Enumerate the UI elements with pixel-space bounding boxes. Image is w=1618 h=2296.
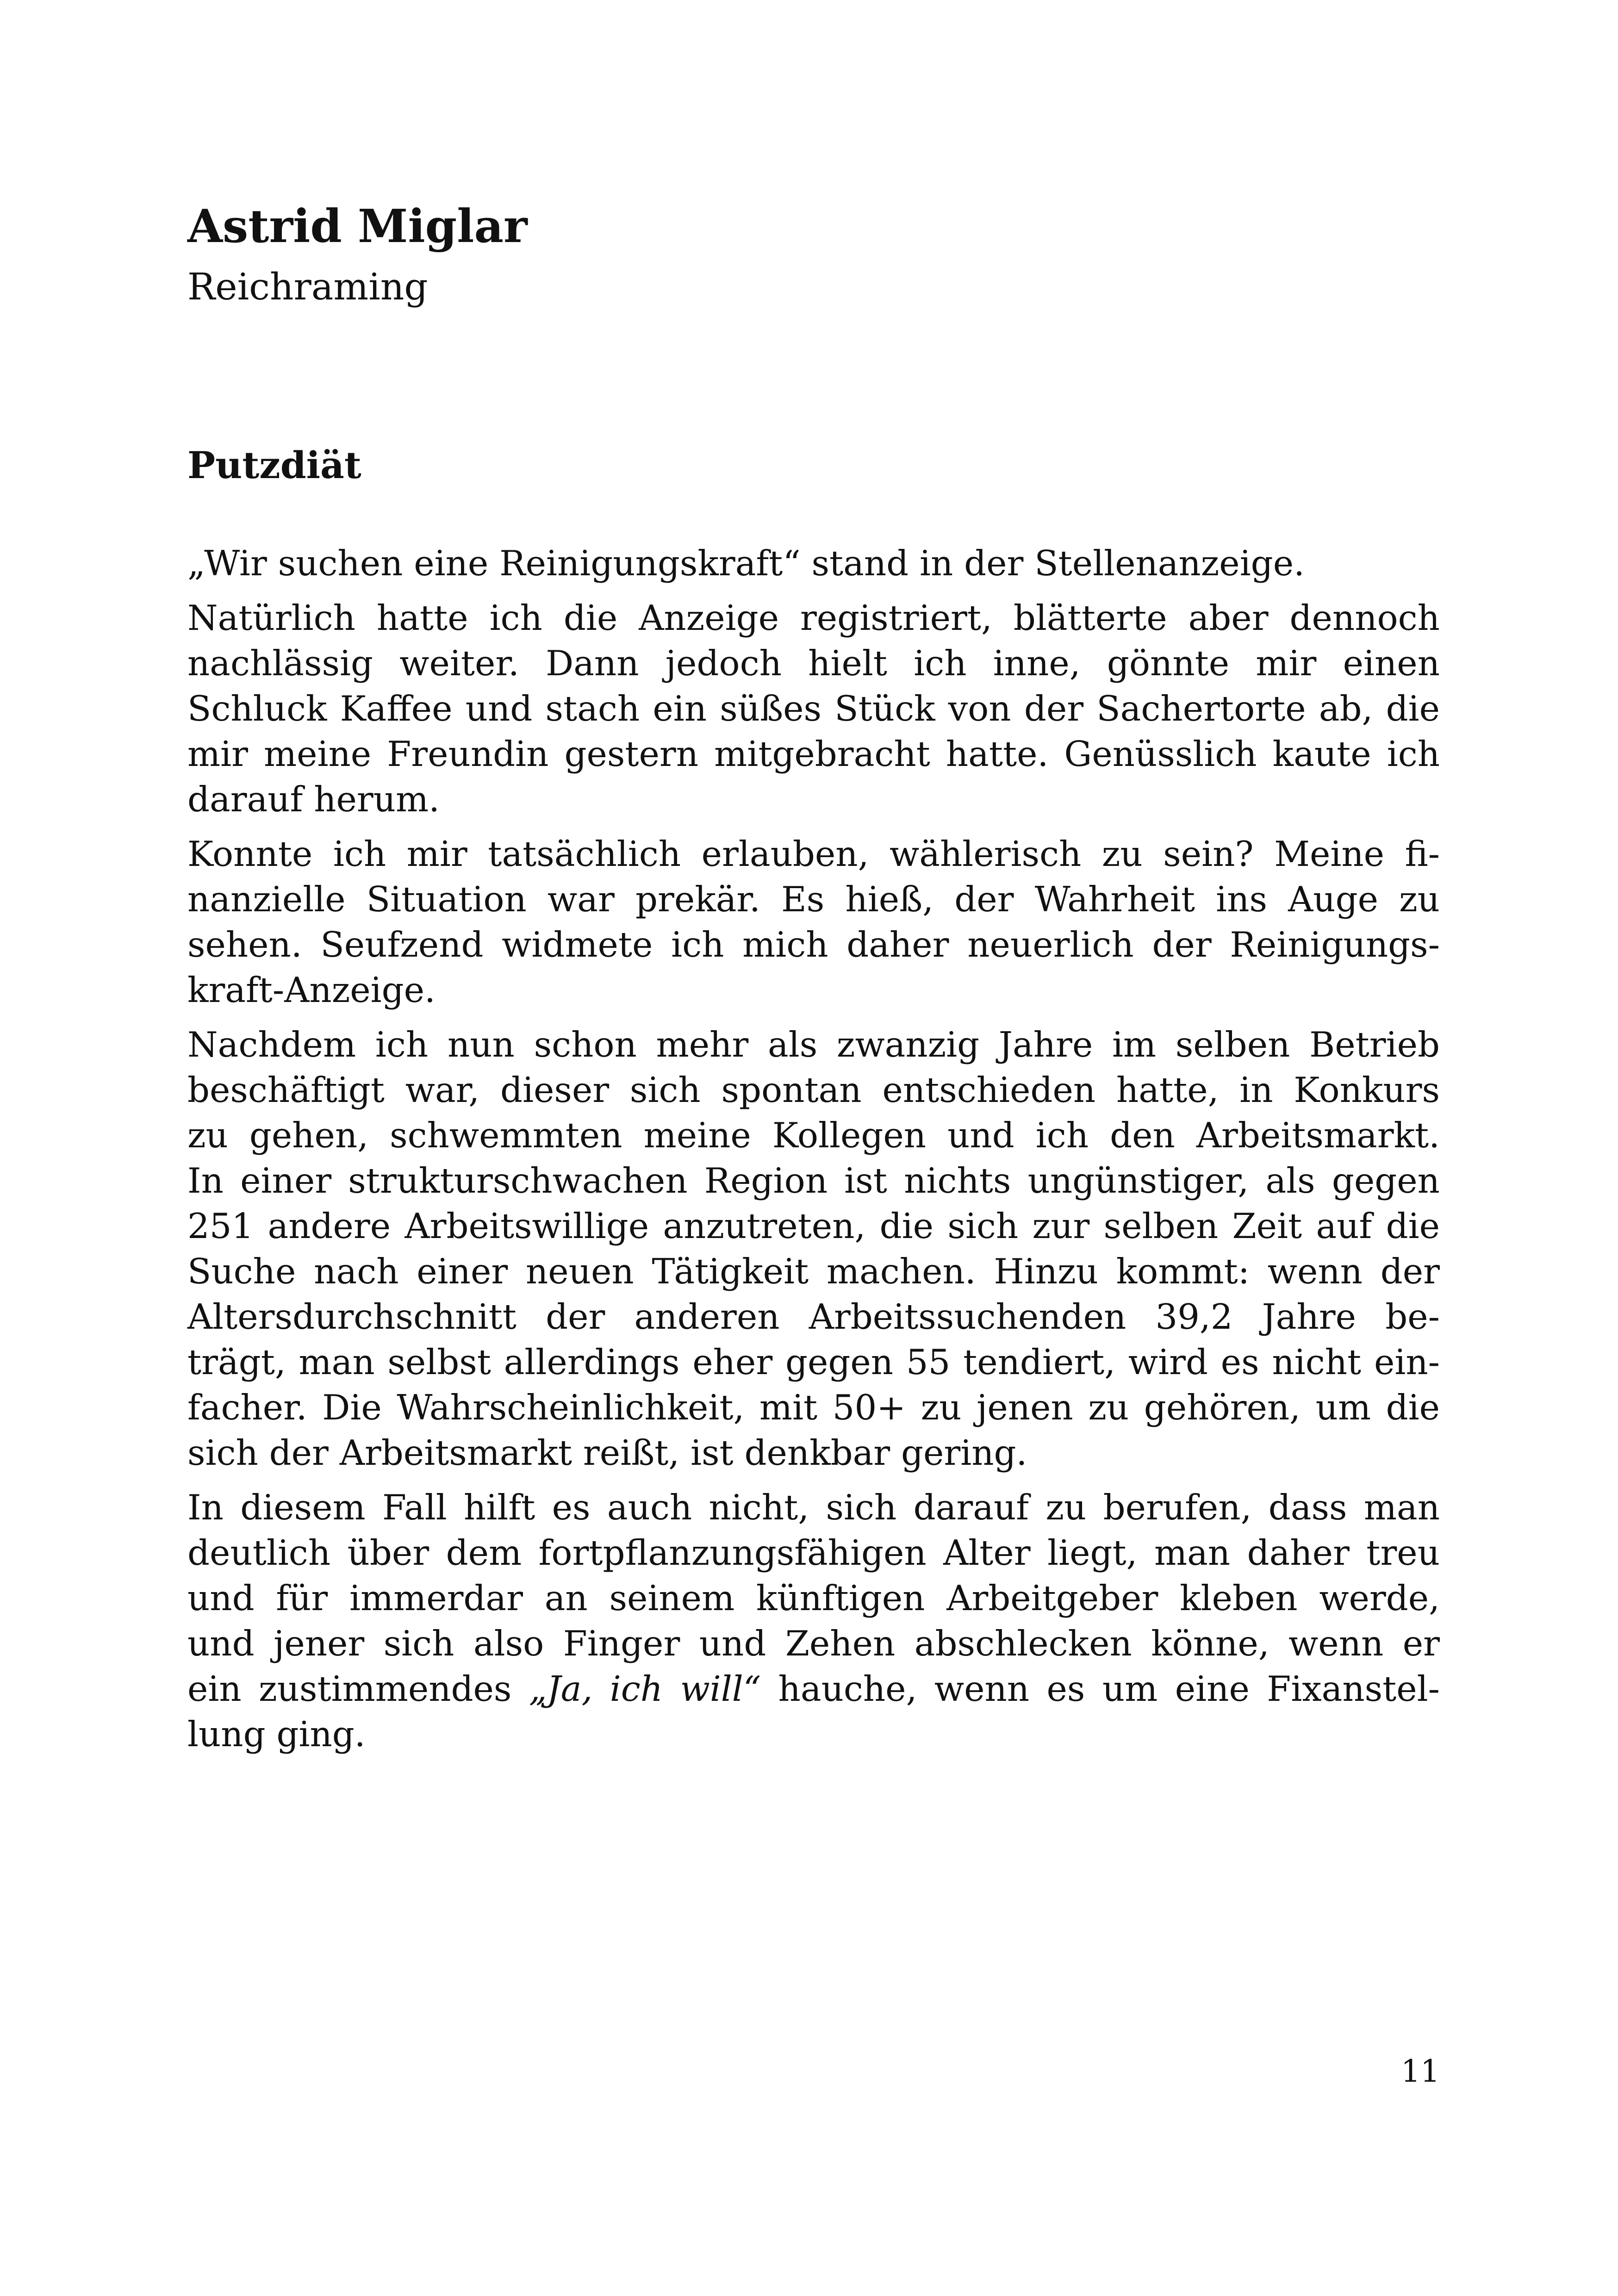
text-fragment: ein zustimmendes [187,1668,529,1709]
paragraph [187,831,1440,1013]
text-line: facher. Die Wahrscheinlichkeit, mit 50+ zu jenen zu gehören, um die [187,1387,1440,1428]
paragraph [187,1022,1440,1475]
text-line: Natürlich hatte ich die Anzeige registriert, blätterte aber dennoch [187,597,1440,638]
paragraph [187,1485,1440,1757]
text-line: Nachdem ich nun schon mehr als zwanzig Jahre im selben Betrieb [187,1024,1440,1065]
text-line: nachlässig weiter. Dann jedoch hielt ich inne, gönnte mir einen [187,643,1440,684]
text-line: sich der Arbeitsmarkt reißt, ist denkbar gering. [187,1432,1027,1473]
italic-quote: „Ja, ich will“ [529,1668,761,1709]
author-name: Astrid Miglar [187,200,528,253]
text-line: sehen. Seufzend widmete ich mich daher neuerlich der Reinigungs- [187,924,1440,965]
text-line: deutlich über dem fortpflanzungsfähigen Alter liegt, man daher treu [187,1532,1440,1573]
story-title: Putzdiät [187,443,361,487]
text-line: zu gehen, schwemmten meine Kollegen und ich den Arbeitsmarkt. [187,1115,1440,1156]
text-line: beschäftigt war, dieser sich spontan entschieden hatte, in Konkurs [187,1070,1440,1110]
text-line-with-quote [187,1666,1440,1711]
text-fragment: hauche, wenn es um eine Fixanstel- [761,1668,1440,1709]
text-line: Suche nach einer neuen Tätigkeit machen. Hinzu kommt: wenn der [187,1251,1440,1292]
author-place: Reichraming [187,265,428,308]
text-line: In einer strukturschwachen Region ist nichts ungünstiger, als gegen [187,1160,1440,1201]
text-line: „Wir suchen eine Reinigungskraft“ stand in der Stellenanzeige. [187,543,1305,584]
page-number: 11 [1401,2053,1440,2089]
paragraph [187,595,1440,822]
text-line: lung ging. [187,1714,366,1755]
text-line: darauf herum. [187,779,440,820]
text-line: und jener sich also Finger und Zehen abschlecken könne, wenn er [187,1623,1440,1664]
text-line: Konnte ich mir tatsächlich erlauben, wählerisch zu sein? Meine fi- [187,834,1440,874]
text-line: trägt, man selbst allerdings eher gegen 55 tendiert, wird es nicht ein- [187,1342,1440,1382]
text-line: und für immerdar an seinem künftigen Arbeitgeber kleben werde, [187,1578,1440,1618]
paragraph [187,541,1440,586]
text-line: Altersdurchschnitt der anderen Arbeitssuchenden 39,2 Jahre be- [187,1296,1440,1337]
text-line: kraft-Anzeige. [187,970,436,1010]
story-body [187,541,1440,1757]
text-line: 251 andere Arbeitswillige anzutreten, die sich zur selben Zeit auf die [187,1206,1440,1246]
text-line: Schluck Kaffee und stach ein süßes Stück von der Sachertorte ab, die [187,688,1440,729]
text-line: In diesem Fall hilft es auch nicht, sich darauf zu berufen, dass man [187,1487,1440,1528]
text-line: nanzielle Situation war prekär. Es hieß, der Wahrheit ins Auge zu [187,879,1440,920]
text-line: mir meine Freundin gestern mitgebracht hatte. Genüsslich kaute ich [187,734,1440,774]
